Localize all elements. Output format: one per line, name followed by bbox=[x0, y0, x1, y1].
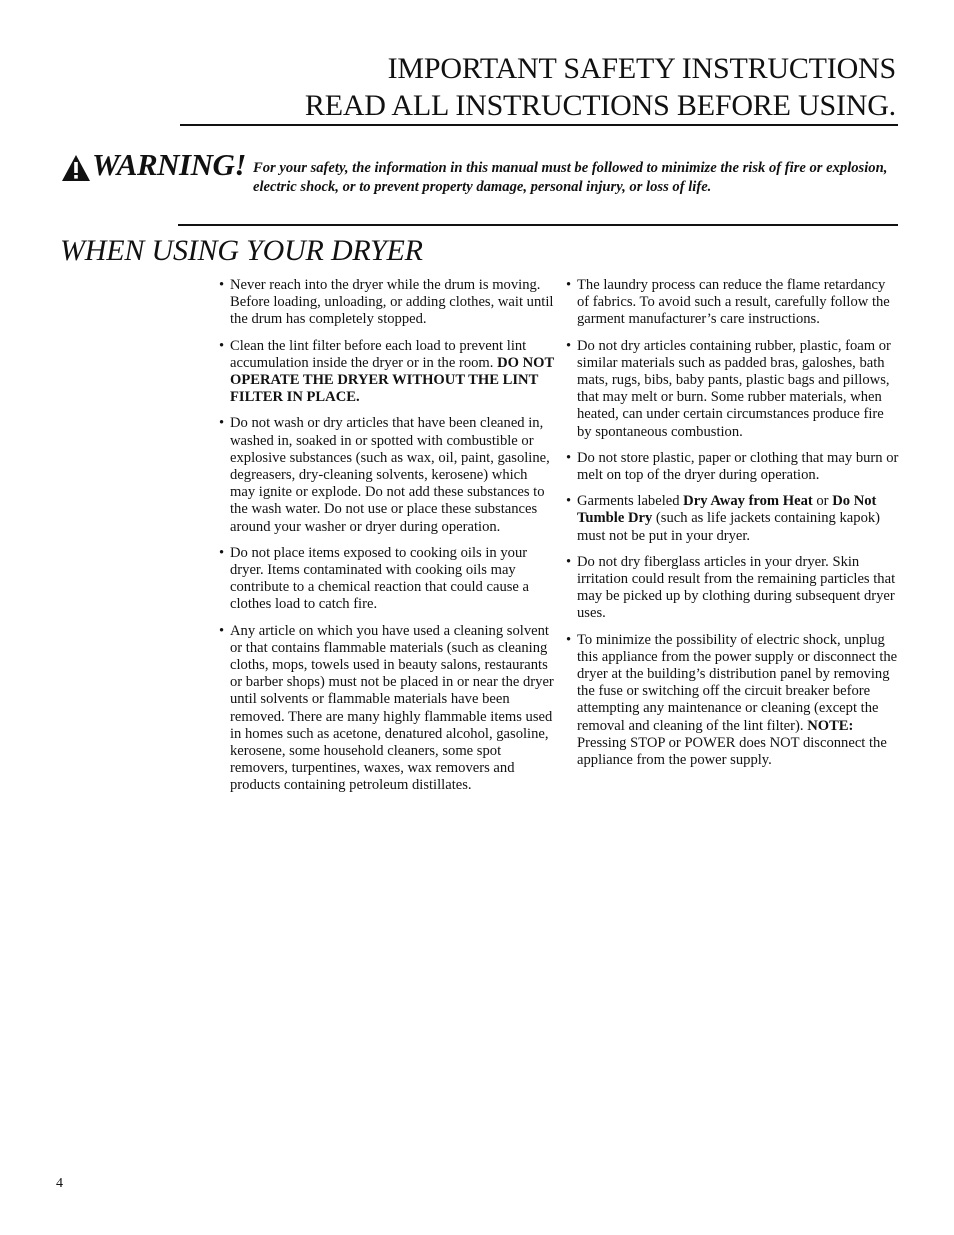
bold-warning-text: DO NOT OPERATE THE DRYER WITHOUT THE LINT FILTER IN PLACE. bbox=[230, 354, 554, 406]
list-item: • Clean the lint filter before each load to prevent lint accumulation inside the dryer or in the room. DO NOT OPERATE THE DRYER WITHOUT THE LINT FILTER IN PLACE. bbox=[219, 338, 554, 407]
list-item: • Do not wash or dry articles that have been cleaned in, washed in, soaked in or spotted with combustible or explosive substances (such as wax, oil, paint, gasoline, degreasers, dry-cleaning solvents, kerosene) which may ignite or explode. Do not add these substances to the wash water. Do not use or place these substances around your washer or dryer during operation. bbox=[219, 415, 554, 535]
section-divider bbox=[178, 224, 898, 226]
right-bullet-list bbox=[566, 277, 900, 769]
label-dry-away-from-heat: Dry Away from Heat bbox=[683, 493, 813, 510]
left-bullet-list bbox=[219, 277, 554, 795]
warning-label: WARNING! bbox=[92, 147, 246, 182]
note-label: NOTE: bbox=[807, 717, 854, 734]
list-item: • To minimize the possibility of electric shock, unplug this appliance from the power supply or disconnect the dryer at the building’s distribution panel by removing the fuse or switching off the circuit breaker before attempting any maintenance or cleaning (except the removal and cleaning of the lint filter). NOTE: Pressing STOP or POWER does NOT disconnect the appliance from the power supply. bbox=[566, 632, 900, 770]
list-item: • Do not dry articles containing rubber, plastic, foam or similar materials such as padded bras, galoshes, bath mats, rugs, bibs, baby pants, plastic bags and pillows, that may melt or burn. Some rubber materials, when heated, can under certain circumstances produce fire by spontaneous combustion. bbox=[566, 338, 900, 441]
header-divider bbox=[180, 124, 898, 126]
label-do-not-tumble-dry: Do Not Tumble Dry bbox=[577, 493, 877, 527]
page-header bbox=[305, 50, 896, 124]
list-item: • Never reach into the dryer while the drum is moving. Before loading, unloading, or adding clothes, wait until the drum has completely stopped. bbox=[219, 277, 554, 329]
header-line-2: READ ALL INSTRUCTIONS BEFORE USING. bbox=[304, 89, 896, 122]
section-title: WHEN USING YOUR DRYER bbox=[60, 234, 423, 267]
list-item: • The laundry process can reduce the flame retardancy of fabrics. To avoid such a result, carefully follow the garment manufacturer’s care instructions. bbox=[566, 277, 900, 329]
warning-triangle-icon bbox=[61, 154, 91, 182]
list-item: • Garments labeled Dry Away from Heat or Do Not Tumble Dry (such as life jackets containing kapok) must not be put in your dryer. bbox=[566, 493, 900, 545]
warning-text: For your safety, the information in this manual must be followed to minimize the risk of fire or explosion, electric shock, or to prevent property damage, personal injury, or loss of life. bbox=[253, 160, 888, 195]
right-column bbox=[566, 277, 900, 778]
list-item: • Any article on which you have used a cleaning solvent or that contains flammable materials (such as cleaning cloths, mops, towels used in beauty salons, restaurants or barber shops) must not be placed in or near the dryer until solvents or flammable materials have been removed. There are many highly flammable items used in homes such as acetone, denatured alcohol, gasoline, kerosene, some household cleaners, some spot removers, turpentines, waxes, wax removers and products containing petroleum distillates. bbox=[219, 623, 554, 795]
list-item: • Do not place items exposed to cooking oils in your dryer. Items contaminated with cooking oils may contribute to a chemical reaction that could cause a clothes load to catch fire. bbox=[219, 545, 554, 614]
list-item: • Do not store plastic, paper or clothing that may burn or melt on top of the dryer during operation. bbox=[566, 450, 900, 484]
header-line-1: IMPORTANT SAFETY INSTRUCTIONS bbox=[387, 52, 896, 85]
warning-heading bbox=[61, 148, 246, 182]
page-number: 4 bbox=[56, 1176, 63, 1191]
list-item: • Do not dry fiberglass articles in your dryer. Skin irritation could result from the remaining particles that may be picked up by clothing during subsequent dryer uses. bbox=[566, 554, 900, 623]
left-column bbox=[219, 277, 554, 804]
